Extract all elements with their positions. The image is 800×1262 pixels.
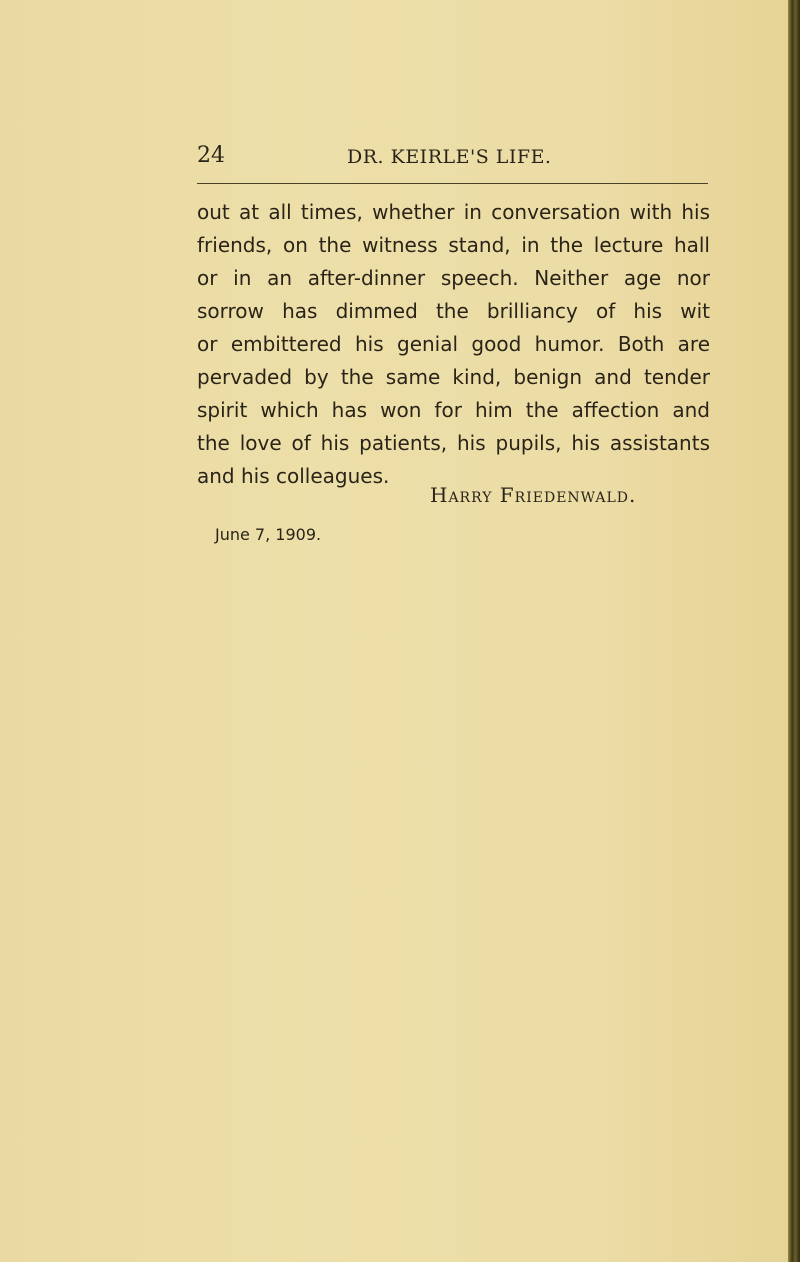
text-line: out at all times, whether in conversation with his [197,200,710,224]
signature-text: Harry Friedenwald. [430,483,637,507]
text-line: spirit which has won for him the affection and [197,398,710,422]
text-line: sorrow has dimmed the brilliancy of his wit [197,299,710,323]
text-line: or embittered his genial good humor. Both are [197,332,710,356]
text-line: friends, on the witness stand, in the lecture hall [197,233,710,257]
body-paragraph [197,196,710,493]
page-number: 24 [197,143,225,168]
author-signature [430,482,636,508]
text-line: or in an after-dinner speech. Neither age nor [197,266,710,290]
text-line: the love of his patients, his pupils, his assistants [197,431,710,455]
page-edge [788,0,800,1262]
text-line: and his colleagues. [197,464,390,488]
header-rule [197,183,708,184]
running-title: DR. KEIRLE'S LIFE. [347,146,552,168]
text-line: pervaded by the same kind, benign and tender [197,365,710,389]
page-header [197,143,709,173]
letter-date: June 7, 1909. [215,525,322,544]
